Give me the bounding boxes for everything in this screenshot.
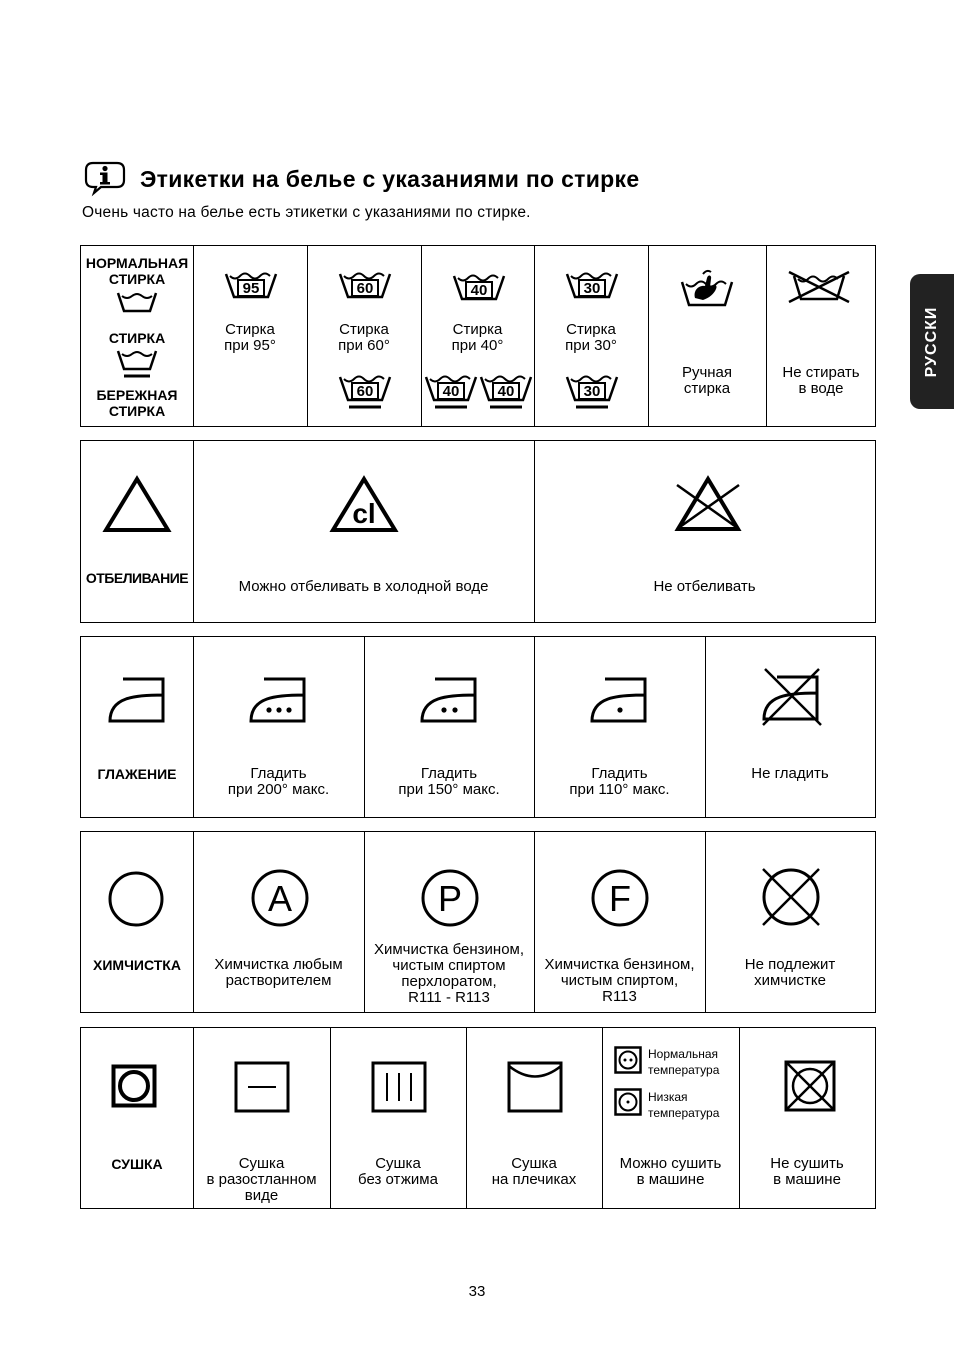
drying-table <box>80 1027 876 1209</box>
dry-cleaning-table <box>80 831 876 1013</box>
caption-dry-flat: Сушка в разостланном виде <box>206 1155 317 1204</box>
wash-40-gentle-icon <box>425 374 477 410</box>
caption-wash-40: Стирка при 40° <box>451 321 504 354</box>
dry-clean-circle-icon <box>107 870 165 928</box>
caption-iron-150: Гладить при 150° макс. <box>398 765 500 798</box>
wash-30-gentle-icon <box>566 374 618 410</box>
wash-tub-icon <box>117 291 157 313</box>
tumble-low-temp-icon <box>614 1088 642 1116</box>
wash-40-very-gentle-icon <box>480 374 532 410</box>
do-not-wash-icon <box>787 270 851 304</box>
dry-flat-icon <box>234 1061 290 1113</box>
svg-text:60: 60 <box>356 383 374 400</box>
svg-text:30: 30 <box>583 383 601 400</box>
label-dry-cleaning: ХИМЧИСТКА <box>93 957 181 973</box>
iron-110-icon <box>589 673 651 725</box>
line-dry-icon <box>507 1061 563 1113</box>
label-bleaching: ОТБЕЛИВАНИЕ <box>85 570 189 586</box>
svg-text:95: 95 <box>242 280 260 297</box>
iron-200-icon <box>248 673 310 725</box>
svg-text:40: 40 <box>470 282 488 299</box>
washing-table <box>80 245 876 427</box>
tumble-normal-temp-icon <box>614 1046 642 1074</box>
page-title: Этикетки на белье с указаниями по стирке <box>140 166 640 192</box>
label-drying: СУШКА <box>111 1156 163 1172</box>
tumble-dry-icon <box>111 1064 157 1108</box>
label-ironing: ГЛАЖЕНИЕ <box>97 766 177 782</box>
label-normal-wash: НОРМАЛЬНАЯ СТИРКА <box>85 255 189 287</box>
caption-wash-30: Стирка при 30° <box>565 321 617 354</box>
caption-tumble-dry-ok: Можно сушить в машине <box>619 1155 722 1188</box>
caption-dry-clean-f: Химчистка бензином, чистым спиртом, R113 <box>544 956 695 1005</box>
svg-text:F: F <box>609 878 631 919</box>
caption-bleach-cold: Можно отбеливать в холодной воде <box>238 578 489 595</box>
caption-wash-60: Стирка при 60° <box>338 321 390 354</box>
svg-text:30: 30 <box>583 280 601 297</box>
hand-wash-icon <box>681 268 733 308</box>
do-not-tumble-dry-icon <box>784 1060 836 1112</box>
do-not-iron-icon <box>759 665 825 727</box>
caption-drip-dry: Сушка без отжима <box>358 1155 438 1188</box>
wash-30-icon <box>566 271 618 299</box>
iron-icon <box>107 673 169 725</box>
caption-low-temp: Низкая температура <box>648 1090 720 1120</box>
dry-clean-p-icon <box>420 868 480 928</box>
caption-line-dry: Сушка на плечиках <box>491 1155 577 1188</box>
label-gentle-wash: БЕРЕЖНАЯ СТИРКА <box>96 387 178 419</box>
bleaching-table <box>80 440 876 623</box>
info-icon <box>85 162 125 194</box>
caption-hand-wash: Ручная стирка <box>681 364 733 397</box>
language-tab-label: РУССКИ <box>923 306 940 377</box>
svg-text:40: 40 <box>442 383 460 400</box>
svg-text:P: P <box>437 878 463 919</box>
label-wash: СТИРКА <box>108 330 166 346</box>
do-not-dry-clean-icon <box>760 866 822 928</box>
svg-text:A: A <box>267 878 293 919</box>
caption-do-not-wash: Не стирать в воде <box>782 364 860 397</box>
caption-do-not-dry-clean: Не подлежит химчистке <box>744 956 836 989</box>
wash-tub-gentle-icon <box>117 349 157 383</box>
wash-60-gentle-icon <box>339 374 391 410</box>
wash-40-icon <box>453 273 505 301</box>
caption-do-not-bleach: Не отбеливать <box>653 578 756 595</box>
svg-text:cl: cl <box>352 498 376 529</box>
wash-95-icon <box>225 271 277 299</box>
caption-iron-110: Гладить при 110° макс. <box>569 765 670 798</box>
wash-60-icon <box>339 271 391 299</box>
page-number: 33 <box>468 1283 486 1300</box>
caption-wash-95: Стирка при 95° <box>224 321 276 354</box>
iron-150-icon <box>419 673 481 725</box>
drip-dry-icon <box>371 1061 427 1113</box>
do-not-bleach-icon <box>671 471 745 533</box>
svg-text:60: 60 <box>356 280 374 297</box>
dry-clean-f-icon <box>590 868 650 928</box>
bleach-triangle-icon <box>103 475 171 533</box>
ironing-table <box>80 636 876 818</box>
caption-normal-temp: Нормальная температура <box>648 1047 720 1077</box>
page-subtitle: Очень часто на белье есть этикетки с указаниями по стирке. <box>82 204 531 221</box>
caption-do-not-iron: Не гладить <box>751 765 829 782</box>
svg-text:40: 40 <box>497 383 515 400</box>
caption-dry-clean-p: Химчистка бензином, чистым спиртом перхлоратом, R111 - R113 <box>373 941 525 1006</box>
caption-do-not-tumble-dry: Не сушить в машине <box>770 1155 844 1188</box>
bleach-cl-icon <box>330 475 398 533</box>
caption-dry-clean-any: Химчистка любым растворителем <box>214 956 343 989</box>
language-tab <box>910 274 954 409</box>
caption-iron-200: Гладить при 200° макс. <box>227 765 330 798</box>
dry-clean-a-icon <box>250 868 310 928</box>
